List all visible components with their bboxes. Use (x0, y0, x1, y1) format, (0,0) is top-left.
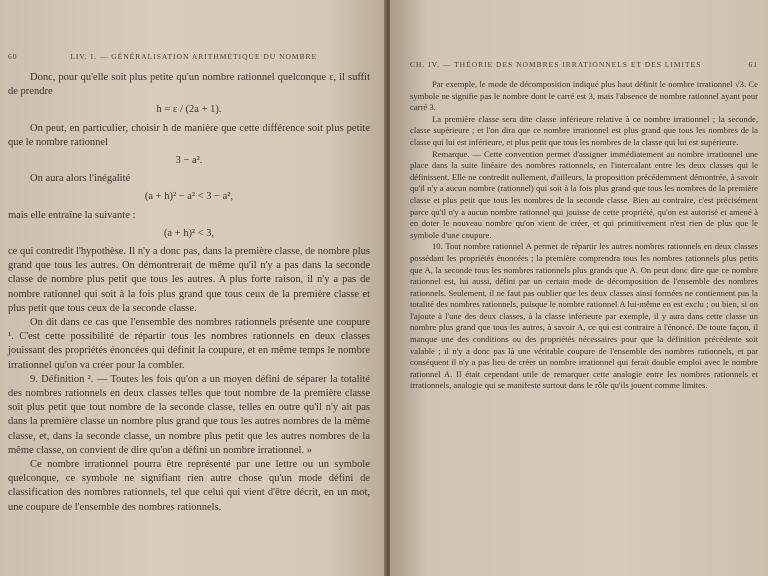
paragraph: Donc, pour qu'elle soit plus petite qu'un nombre rationnel quelconque ε, il suffit de prendre (8, 72, 370, 98)
paragraph: 10. Tout nombre rationnel A permet de répartir les autres nombres rationnels en deux classes possédant les propriétés énoncées ; la première comprendra tous les nombres rationnels plus petits que A, la seconde tous les nombres rationnels plus grands que A. On peut donc dire que ce nombre rationnel est, lui aussi, défini par un certain mode de décomposition de l'ensemble des nombres rationnels. Seulement, il ne faut pas oublier que les deux classes ainsi formées ne contiennent pas la totalité des nombres rationnels, puisque le nombre rationnel A lui-même en est exclu ; ou bien, si on l'ajoute à l'une des deux classes, à la classe inférieure par exemple, il y aura dans cette classe un nombre plus grand que tous les autres, à savoir A, ce qui est contraire à l'énoncé. De toute façon, il manque une des conditions ou des propriétés nécessaires pour que la définition précédente soit valable ; il n'y a donc pas là une véritable coupure de l'ensemble des nombres rationnels, et par conséquent il n'y a pas lieu de créer un nombre irrationnel qui ferait double emploi avec le nombre rationnel A. Il était cependant utile de remarquer cette analogie entre les nombres rationnels et irrationnels, analogie qui se manifeste surtout dans le rôle qu'ils jouent comme limites. (410, 241, 758, 391)
paragraph: mais elle entraîne la suivante : (8, 209, 136, 221)
right-body-text (410, 79, 758, 392)
left-running-title: LIV. I. — GÉNÉRALISATION ARITHMÉTIQUE DU NOMBRE (70, 52, 318, 61)
left-body-text (8, 71, 370, 515)
paragraph: ce qui contredit l'hypothèse. Il n'y a donc pas, dans la première classe, de nombre plus grand que tous les autres. On démontrerait de même qu'il n'y a pas dans la seconde classe de nombre plus petit que tous les autres. A plus forte raison, il n'y a pas de nombre rationnel qui soit à la fois plus grand que tous ceux de la première classe et plus petit que tous ceux de la seconde classe. (8, 246, 370, 314)
right-page (390, 0, 768, 576)
paragraph: Ce nombre irrationnel pourra être représenté par une lettre ou un symbole quelconque, ce symbole ne signifiant rien autre chose qu'un mode défini de classification des nombres rationnels, tel que celui qui vient d'être décrit, en un mot, une coupure de l'ensemble des nombres rationnels. (8, 459, 370, 513)
paragraph: On dit dans ce cas que l'ensemble des nombres rationnels présente une coupure ¹. C'est cette possibilité de répartir tous les nombres rationnels en deux classes jouissant des propriétés énoncées qui définit la coupure, et en même temps le nombre irrationnel qu'on va créer pour la combler. (8, 317, 370, 371)
equation: (a + h)² < 3, (163, 227, 215, 239)
equation: 3 − a². (175, 155, 203, 167)
equation: h = ε / (2a + 1). (156, 104, 222, 116)
left-running-head (8, 52, 370, 61)
right-running-title: CH. IV. — THÉORIE DES NOMBRES IRRATIONNELS ET DES LIMITES (410, 60, 702, 69)
remark-paragraph: Remarque. — Cette convention permet d'assigner immédiatement au nombre irrationnel une place dans la suite linéaire des nombres rationnels, en l'intercalant entre les deux classes qui le définissent. Elle ne contredit nullement, d'ailleurs, la proposition précédemment démontrée, à savoir qu'il n'y a aucun nombre (rationnel) qui soit à la fois plus grand que tous les nombres de la première classe et plus petit que tous les nombres de la seconde classe. Bien au contraire, c'est précisément parce qu'il n'y a aucun nombre rationnel qui jouisse de cette propriété, qu'on est autorisé et amené à en doter le nouveau nombre qu'on vient de créer, et qui primitivement n'est rien de plus que le symbole d'une coupure. (410, 148, 758, 240)
definition-paragraph: 9. Définition ². — Toutes les fois qu'on a un moyen défini de séparer la totalité des nombres rationnels en deux classes telles que tout nombre de la première classe soit plus petit que tout nombre de la seconde classe, telles en outre qu'il n'y ait pas dans la première classe un nombre plus grand que tous les autres nombres de la même classe, et, dans la seconde classe, un nombre plus petit que les autres nombres de la même classe, on convient de dire qu'on a défini un nombre irrationnel. » (8, 373, 370, 456)
paragraph: On peut, en particulier, choisir h de manière que cette différence soit plus petite que le nombre rationnel (8, 122, 370, 148)
right-page-number: 61 (748, 60, 758, 69)
paragraph: On aura alors l'inégalité (30, 173, 131, 185)
paragraph: La première classe sera dite classe inférieure relative à ce nombre irrationnel ; la seconde, classe supérieure ; et l'on dira que ce nombre irrationnel est plus grand que tous les nombres de la classe qui lui est inférieure, et plus petit que tous les nombres de la classe qui lui est supérieure. (410, 113, 758, 147)
paragraph: Par exemple, le mode de décomposition indiqué plus haut définit le nombre irrationnel √3. Ce symbole ne signifie pas le nombre dont le carré est 3, mais l'absence de nombre rationnel ayant pour carré 3. (410, 79, 758, 113)
left-page-number: 60 (8, 52, 18, 61)
equation: (a + h)² − a² < 3 − a², (144, 191, 234, 203)
right-running-head (410, 60, 758, 69)
